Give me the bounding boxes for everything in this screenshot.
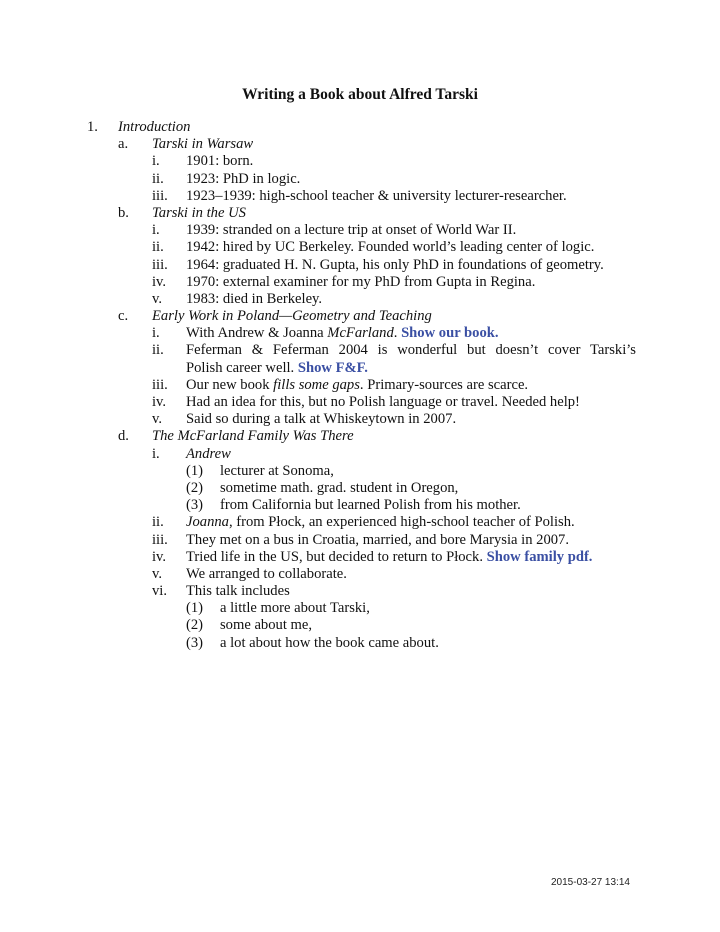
sub-list-item bbox=[0, 480, 720, 497]
item-text: a lot about how the book came about. bbox=[220, 634, 439, 651]
item-marker: iii. bbox=[152, 256, 168, 273]
list-item bbox=[0, 549, 720, 566]
list-item bbox=[0, 394, 720, 411]
sub-list-item bbox=[0, 497, 720, 514]
subsection-marker: a. bbox=[118, 136, 129, 153]
item-marker: i. bbox=[152, 153, 160, 170]
list-item bbox=[0, 257, 720, 274]
item-text-part: . bbox=[393, 325, 402, 342]
item-text: 1901: born. bbox=[186, 153, 254, 170]
subsection-marker: b. bbox=[118, 204, 129, 221]
list-item bbox=[0, 171, 720, 188]
item-marker: ii. bbox=[152, 170, 164, 187]
item-text: 1923: PhD in logic. bbox=[186, 170, 301, 187]
outline bbox=[0, 119, 720, 652]
item-marker: (2) bbox=[186, 479, 204, 496]
emphasis: fills some gaps bbox=[273, 376, 360, 393]
item-marker: (1) bbox=[186, 600, 204, 617]
list-item bbox=[0, 532, 720, 549]
subsection-marker: d. bbox=[118, 428, 129, 445]
list-item bbox=[0, 342, 720, 359]
item-text: sometime math. grad. student in Oregon, bbox=[220, 479, 459, 496]
item-text: Andrew bbox=[186, 445, 231, 462]
show-our-book-link[interactable]: Show our book. bbox=[401, 325, 499, 342]
item-text: Said so during a talk at Whiskeytown in 2007. bbox=[186, 411, 457, 428]
item-text-part: Polish career well. bbox=[186, 359, 298, 376]
item-text-part: With Andrew & Joanna bbox=[186, 325, 328, 342]
item-marker: i. bbox=[152, 222, 160, 239]
subsection-marker: c. bbox=[118, 308, 129, 325]
subsection-heading: Early Work in Poland—Geometry and Teaching bbox=[152, 308, 432, 325]
timestamp: 2015-03-27 13:14 bbox=[551, 877, 630, 888]
item-marker: (3) bbox=[186, 497, 204, 514]
item-text bbox=[186, 377, 528, 394]
item-marker: v. bbox=[152, 411, 162, 428]
item-text: some about me, bbox=[220, 617, 313, 634]
list-item bbox=[0, 274, 720, 291]
item-marker: (2) bbox=[186, 617, 204, 634]
item-marker: iii. bbox=[152, 187, 168, 204]
item-marker: (1) bbox=[186, 462, 204, 479]
section-number: 1. bbox=[87, 119, 98, 135]
item-text: 1983: died in Berkeley. bbox=[186, 290, 323, 307]
item-text: Feferman & Feferman 2004 is wonderful but doesn’t cover Tarski’s bbox=[186, 342, 636, 359]
subsection-warsaw bbox=[0, 136, 720, 153]
list-item bbox=[0, 325, 720, 342]
sub-list-item bbox=[0, 600, 720, 617]
item-text: lecturer at Sonoma, bbox=[220, 462, 334, 479]
show-family-pdf-link[interactable]: Show family pdf. bbox=[486, 548, 593, 565]
item-marker: v. bbox=[152, 565, 162, 582]
list-item bbox=[0, 222, 720, 239]
list-item bbox=[0, 188, 720, 205]
list-item bbox=[0, 446, 720, 463]
list-item bbox=[0, 583, 720, 600]
item-text: 1939: stranded on a lecture trip at onset of World War II. bbox=[186, 222, 517, 239]
item-text-part: . Primary-sources are scarce. bbox=[359, 376, 529, 393]
item-text: 1942: hired by UC Berkeley. Founded world’s leading center of logic. bbox=[186, 239, 595, 256]
item-text-part: Our new book bbox=[186, 376, 274, 393]
item-text bbox=[186, 514, 575, 531]
list-item bbox=[0, 239, 720, 256]
item-text: We arranged to collaborate. bbox=[186, 565, 347, 582]
list-item bbox=[0, 291, 720, 308]
item-text: 1923–1939: high-school teacher & university lecturer-researcher. bbox=[186, 187, 567, 204]
sub-list-item bbox=[0, 617, 720, 634]
list-item bbox=[0, 514, 720, 531]
show-ff-link[interactable]: Show F&F. bbox=[297, 359, 368, 376]
item-marker: iii. bbox=[152, 531, 168, 548]
item-text: They met on a bus in Croatia, married, and bore Marysia in 2007. bbox=[186, 531, 569, 548]
item-marker: iii. bbox=[152, 376, 168, 393]
item-marker: ii. bbox=[152, 514, 164, 531]
item-text bbox=[186, 325, 499, 342]
item-text: 1964: graduated H. N. Gupta, his only PhD in foundations of geometry. bbox=[186, 256, 604, 273]
item-text: This talk includes bbox=[186, 583, 290, 600]
item-text: from California but learned Polish from his mother. bbox=[220, 497, 521, 514]
item-marker: i. bbox=[152, 445, 160, 462]
subsection-heading: The McFarland Family Was There bbox=[152, 428, 354, 445]
list-item bbox=[0, 153, 720, 170]
sub-list-item bbox=[0, 463, 720, 480]
item-marker: ii. bbox=[152, 239, 164, 256]
item-marker: v. bbox=[152, 290, 162, 307]
item-marker: (3) bbox=[186, 634, 204, 651]
page-title: Writing a Book about Alfred Tarski bbox=[242, 86, 478, 103]
item-text-part: Tried life in the US, but decided to return to Płock. bbox=[186, 548, 487, 565]
item-marker: iv. bbox=[152, 394, 167, 410]
subsection-early-work bbox=[0, 308, 720, 325]
subsection-heading: Tarski in Warsaw bbox=[152, 136, 254, 153]
sub-list-item bbox=[0, 635, 720, 652]
section-heading: Introduction bbox=[118, 119, 191, 135]
list-item-continuation bbox=[0, 360, 720, 377]
subsection-heading: Tarski in the US bbox=[152, 204, 246, 221]
item-text bbox=[186, 549, 592, 566]
item-text: 1970: external examiner for my PhD from Gupta in Regina. bbox=[186, 273, 536, 290]
item-text: Had an idea for this, but no Polish language or travel. Needed help! bbox=[186, 394, 580, 410]
subsection-mcfarland bbox=[0, 428, 720, 445]
list-item bbox=[0, 566, 720, 583]
list-item bbox=[0, 411, 720, 428]
item-text: a little more about Tarski, bbox=[220, 600, 370, 617]
item-marker: iv. bbox=[152, 273, 167, 290]
subsection-us bbox=[0, 205, 720, 222]
item-text bbox=[186, 360, 368, 377]
list-item bbox=[0, 377, 720, 394]
section-introduction bbox=[0, 119, 720, 136]
item-marker: iv. bbox=[152, 548, 167, 565]
emphasis: Joanna bbox=[186, 514, 229, 531]
item-text-part: , from Płock, an experienced high-school teacher of Polish. bbox=[228, 514, 575, 531]
item-marker: ii. bbox=[152, 342, 164, 359]
item-marker: vi. bbox=[152, 583, 167, 600]
item-marker: i. bbox=[152, 325, 160, 342]
emphasis: McFarland bbox=[327, 325, 394, 342]
